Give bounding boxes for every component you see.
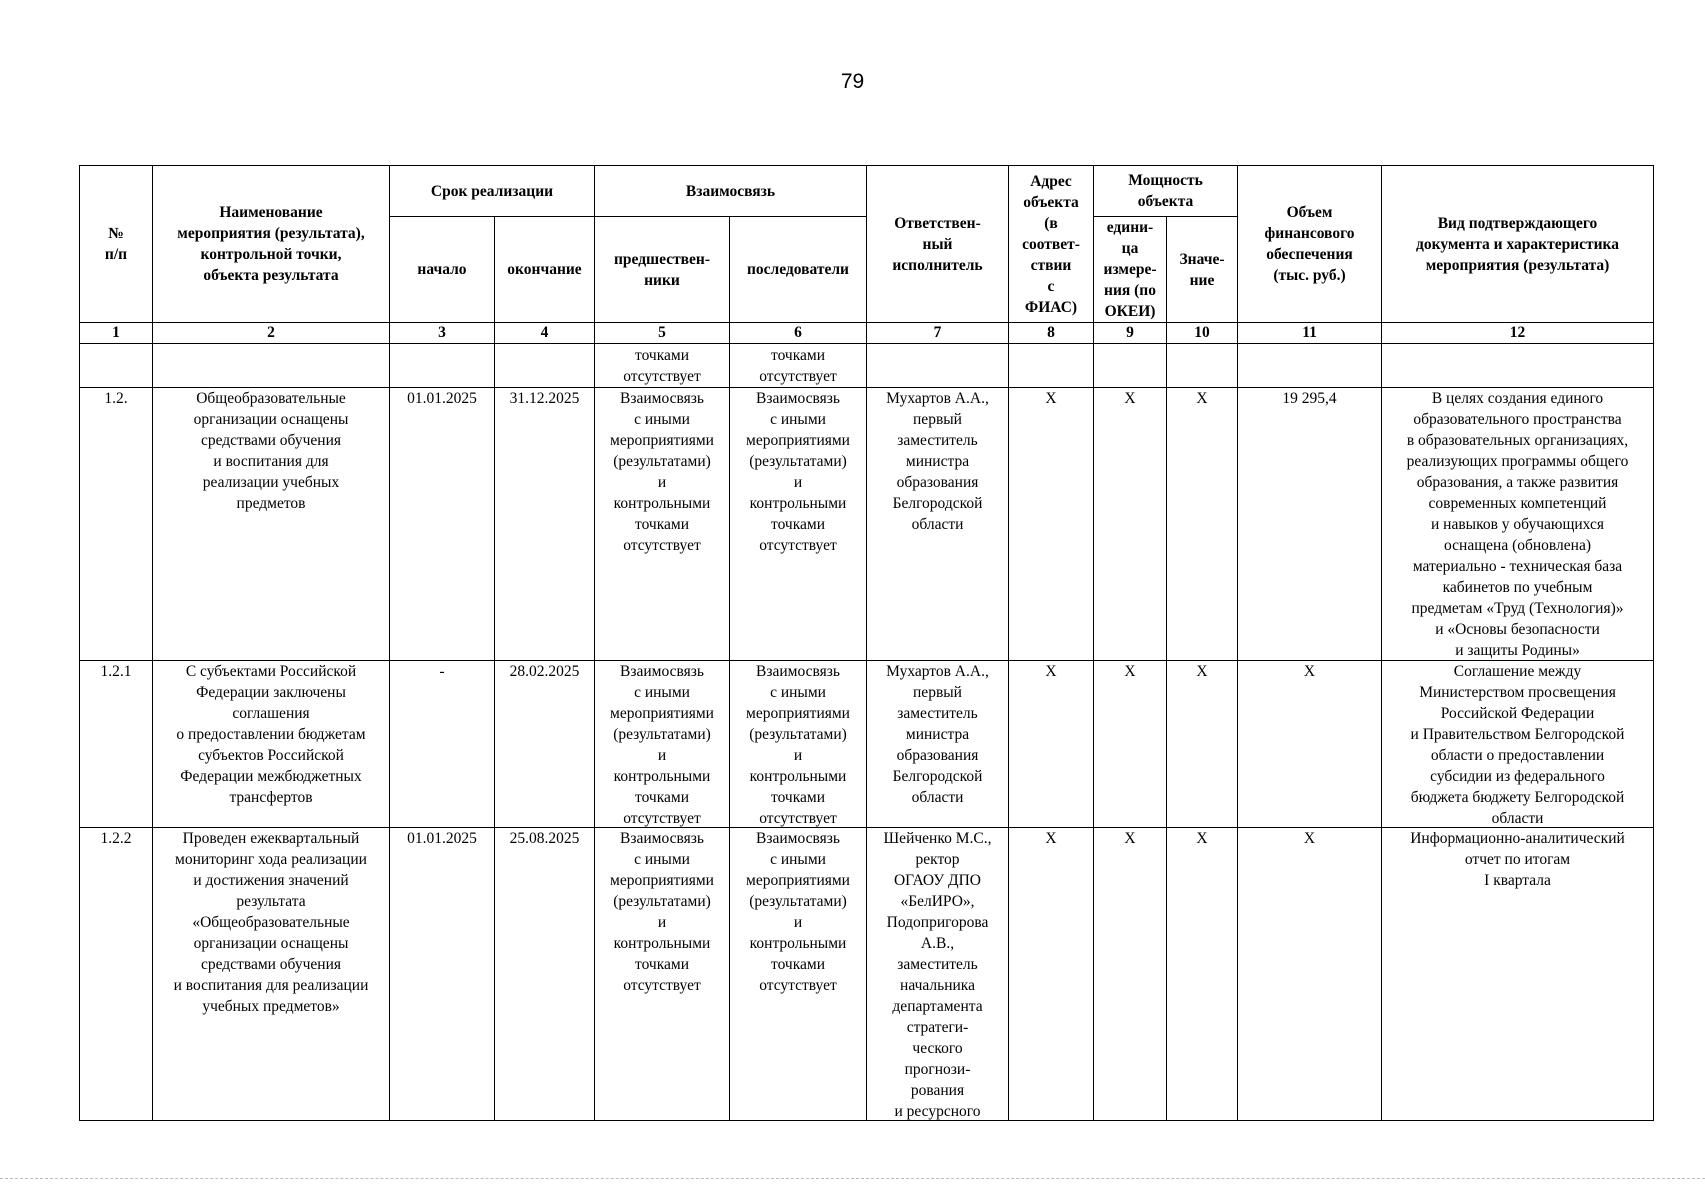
header-capacity-value: Значе- ние [1167,217,1238,323]
column-number: 7 [867,323,1009,344]
cell-text: X [1045,830,1057,847]
header-term: Срок реализации [390,166,595,217]
cell-text: X [1045,390,1057,407]
table-row [80,388,1654,661]
cell-responsible [867,828,1009,1121]
cell-value [1167,388,1238,661]
cell-empty [1382,344,1654,388]
cell-text: 1.2.1 [100,663,132,680]
cell-name [153,828,390,1121]
cell-num [80,661,153,828]
cell-text: 28.02.2025 [509,663,580,680]
header-finance: Объем финансового обеспечения (тыс. руб.) [1238,166,1382,323]
cell-text: X [1196,663,1208,680]
cell-text: Мухартов А.А., первый заместитель министра образования Белгородской области [886,390,989,533]
header-capacity-unit: едини- ца измере- ния (по ОКЕИ) [1094,217,1167,323]
column-number: 9 [1094,323,1167,344]
plan-table [79,165,1654,1121]
cell-address [1009,661,1094,828]
cell-text: X [1196,390,1208,407]
cell-responsible [867,388,1009,661]
table-row [80,828,1654,1121]
cell-empty [495,344,595,388]
cell-doc [1382,828,1654,1121]
header-capacity: Мощность объекта [1094,166,1238,217]
header-link-prev: предшествен- ники [595,217,730,323]
cell-text: Взаимосвязь с иными мероприятиями (результатами) и контрольными точками отсутствует [610,830,714,994]
cell-unit [1094,661,1167,828]
cell-text: 19 295,4 [1282,390,1337,407]
cell-next [730,661,867,828]
cell-prev [595,828,730,1121]
column-number-row [80,323,1654,344]
page-number: 79 [840,70,865,93]
cell-prev [595,388,730,661]
cell-next [730,828,867,1121]
header-link-next: последователи [730,217,867,323]
header-num: № п/п [80,166,153,323]
cell-text: Взаимосвязь с иными мероприятиями (результатами) и контрольными точками отсутствует [746,390,850,554]
cell-value [1167,661,1238,828]
column-number: 1 [80,323,153,344]
header-term-end: окончание [495,217,595,323]
cell-name [153,388,390,661]
column-number: 12 [1382,323,1654,344]
cell-text: Взаимосвязь с иными мероприятиями (результатами) и контрольными точками отсутствует [746,663,850,827]
header-doc: Вид подтверждающего документа и характеристика мероприятия (результата) [1382,166,1654,323]
cell-text: Соглашение между Министерством просвещения Российской Федерации и Правительством Белгородской области о предоставлении субсидии из федерального бюджета бюджету Белгородской области [1410,663,1625,827]
cell-text: 1.2. [104,390,128,407]
cell-prev: точками отсутствует [595,344,730,388]
cell-text: 01.01.2025 [407,830,477,847]
cell-text: X [1303,830,1316,847]
header-address: Адрес объекта (в соответ- ствии с ФИАС) [1009,166,1094,323]
cell-doc [1382,661,1654,828]
cell-next [730,388,867,661]
cell-text: 25.08.2025 [509,830,580,847]
cell-prev [595,661,730,828]
column-number: 6 [730,323,867,344]
column-number: 2 [153,323,390,344]
cell-text: В целях создания единого образовательного пространства в образовательных организациях, реализующих программы общего образования, а также развития современных компетенций и навыков у обучающихся оснащена (обновлена) материально - техническая база кабинетов по учебным предметам «Труд (Технология)» и «Основы безопасности и защиты Родины» [1406,390,1629,659]
column-number: 10 [1167,323,1238,344]
cell-num [80,828,153,1121]
cell-text: X [1124,390,1136,407]
cell-text: Общеобразовательные организации оснащены средствами обучения и воспитания для реализации учебных предметов [193,390,349,512]
cell-text: 01.01.2025 [407,390,477,407]
cell-name [153,661,390,828]
cell-text: Взаимосвязь с иными мероприятиями (результатами) и контрольными точками отсутствует [610,663,714,827]
header-name: Наименование мероприятия (результата), контрольной точки, объекта результата [153,166,390,323]
cell-text: С субъектами Российской Федерации заключены соглашения о предоставлении бюджетам субъектов Российской Федерации межбюджетных трансфертов [176,663,366,806]
header-row-top [80,166,1654,217]
cell-text: Информационно-аналитический отчет по итогам I квартала [1410,830,1625,889]
cell-end [495,388,595,661]
page-bottom-divider [0,1178,1705,1179]
cell-text: Взаимосвязь с иными мероприятиями (результатами) и контрольными точками отсутствует [610,390,714,554]
cell-doc [1382,388,1654,661]
cell-finance [1238,388,1382,661]
cell-address [1009,828,1094,1121]
column-number: 5 [595,323,730,344]
cell-num [80,388,153,661]
cell-empty [867,344,1009,388]
cell-text: X [1124,663,1136,680]
cell-text: Мухартов А.А., первый заместитель министра образования Белгородской области [886,663,989,806]
cell-unit [1094,388,1167,661]
cell-finance [1238,828,1382,1121]
cell-finance [1238,661,1382,828]
cell-empty [390,344,495,388]
cell-text: Проведен ежеквартальный мониторинг хода реализации и достижения значений результата «Общеобразовательные организации оснащены средствами обучения и воспитания для реализации учебных предметов» [173,830,369,1015]
cell-end [495,828,595,1121]
cell-empty [153,344,390,388]
column-number: 8 [1009,323,1094,344]
continuation-row [80,344,1654,388]
header-term-start: начало [390,217,495,323]
cell-address [1009,388,1094,661]
header-responsible: Ответствен- ный исполнитель [867,166,1009,323]
cell-text: X [1196,830,1208,847]
column-number: 4 [495,323,595,344]
cell-empty [1009,344,1094,388]
cell-empty [1094,344,1167,388]
header-link: Взаимосвязь [595,166,867,217]
cell-start [390,828,495,1121]
cell-text: Шейченко М.С., ректор ОГАОУ ДПО «БелИРО», Подопригорова А.В., заместитель начальника департамента стратеги- ческого прогнози- рования и ресурсного [883,830,992,1120]
cell-text: 1.2.2 [100,830,132,847]
cell-value [1167,828,1238,1121]
cell-empty [80,344,153,388]
cell-text: Взаимосвязь с иными мероприятиями (результатами) и контрольными точками отсутствует [746,830,850,994]
cell-empty [1167,344,1238,388]
cell-text: 31.12.2025 [509,390,580,407]
cell-unit [1094,828,1167,1121]
cell-text: X [1045,663,1057,680]
cell-start [390,388,495,661]
cell-end [495,661,595,828]
column-number: 3 [390,323,495,344]
cell-responsible [867,661,1009,828]
table-row [80,661,1654,828]
column-number: 11 [1238,323,1382,344]
cell-text: - [439,663,445,680]
cell-start [390,661,495,828]
cell-text: X [1303,663,1316,680]
cell-next: точками отсутствует [730,344,867,388]
cell-empty [1238,344,1382,388]
cell-text: X [1124,830,1136,847]
